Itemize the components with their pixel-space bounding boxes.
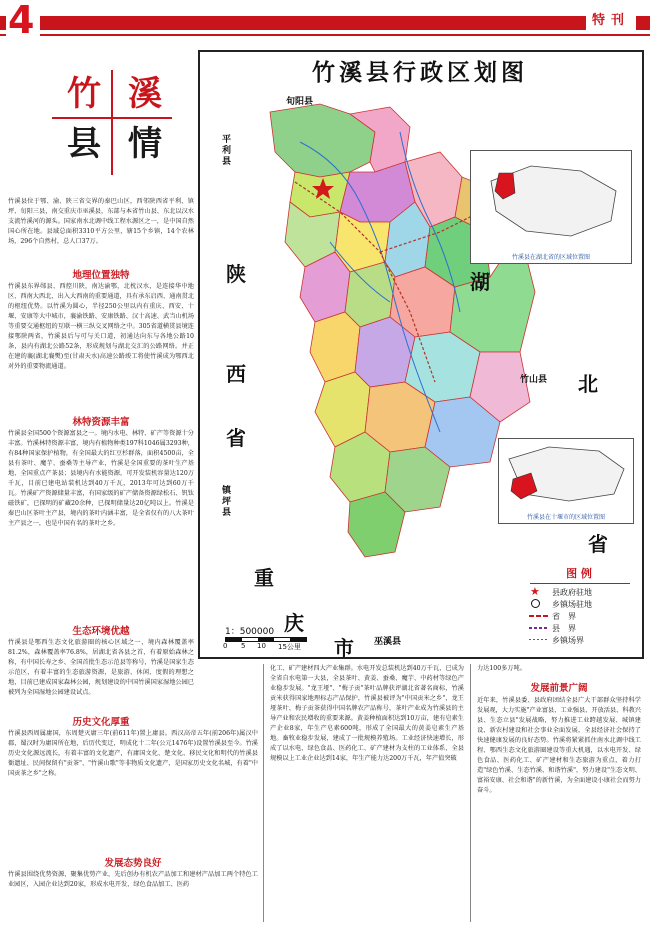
paragraph-geography: 竹溪县东界郧县、西控川陕，南达渝鄂，北枕汉水，是连接华中地区、西南大西北、出入大西南的重要通道，具有承东启西、通南贯北的枢纽优势。以竹溪为圆心，半径250公里以内有重庆、西安、十堰、安康等大中城市，襄渝铁路、安康铁路、汉十高速、武当山机场等重要交通枢纽的互联一横三纵交叉网络之中。305省道横贯县境连接鄂陕两省，竹溪县后与可与关口道，初通达向东与各地公路10条，县内有湖北公路52条，形成规划与湖北交汇的公路网络。并正在建的襄(湖北襄樊)至(甘肃天水)高速公路竣工将使竹溪成为鄂西北对外的重要物流通道。 [8,283,194,370]
title-char-3: 县 [67,124,101,164]
map-title: 竹溪县行政区划图 [312,59,528,86]
inset-hubei [470,150,632,264]
legend-title: 图 例 [566,567,592,580]
header-rule [0,34,650,36]
paragraph-ecology: 竹溪县是鄂西生态文化旅游圈的核心区域之一，境内森林覆盖率81.2%，森林覆盖率76.8%，居湖北省各县之首，有着原始森林之称，有中国长寿之乡、全国首批生态示范县等称号，竹溪是国家生态示范区，有着丰富的生态旅游资源，是旅游、休闲、度假的理想之地，目前已建成国家森林公园，规划建设的中国竹溪国家湿地公园已被列为全国湿地公园建设试点。 [8,639,194,696]
legend-label-townline: 乡镇场界 [552,636,584,645]
label-hubei-2: 北 [578,372,598,396]
column-divider-1 [263,664,264,922]
inset-hubei-caption: 竹溪县在湖北省的区域位置图 [511,254,590,261]
label-shaanxi-3: 省 [226,426,246,450]
label-shaanxi-2: 西 [226,362,246,386]
heading-development: 发展态势良好 [104,858,162,869]
legend-label-town: 乡镇场驻地 [552,600,592,609]
title-char-2: 溪 [128,74,162,114]
label-pingli: 平利县 [222,135,232,167]
legend-circle-icon [531,599,540,608]
label-zhushan: 竹山县 [520,375,548,385]
label-chongqing-1: 重 [254,566,274,590]
inset-hubei-map [471,151,629,247]
heading-future: 发展前景广阔 [530,683,588,694]
legend-label-countyline: 县 界 [552,624,576,633]
header-red-bar [0,16,650,30]
inset-shiyan-caption: 竹溪县在十堰市的区域位置图 [526,514,605,521]
intro-paragraph: 竹溪县位于鄂、渝、陕三省交界的秦巴山区，西邻陕西省平利、镇坪、旬阳三县，南交重庆市巫溪县，东部与本省竹山县、东北以汉水支流竹溪河的源头。国家南水北调中线工程水源区之一，是中国自然国心所在地。县域总面积3310平方公里，辖15个乡镇，14个农林场，296个自然村，总人口37万。 [8,198,194,245]
heading-ecology: 生态环境优越 [72,626,130,637]
page-header [0,0,650,40]
title-char-4: 情 [128,124,162,164]
heading-history: 历史文化厚重 [72,717,130,728]
inset-shiyan [498,438,634,524]
heading-geography: 地理位置独特 [72,270,130,281]
inset-shiyan-map [499,439,631,509]
label-shaanxi-1: 陕 [226,262,246,286]
title-cross-vertical [111,70,113,175]
label-chongqing-3: 市 [334,636,354,660]
legend-town-line-icon [529,639,549,640]
paragraph-history: 竹溪县西周属庸国，东周楚灭庸三年(前611年)置上庸县。西汉高帝五年(前206年)属汉中郡，蜀汉时为庸国所在地，后历代变迁，明成化十二年(公元1476年)设置竹溪县至今。竹溪历史文化源远流长，有着丰富的文化遗产，有庸国文化、楚文化、移民文化和明代的竹溪县衙遗址、民间保留有"贡茶"、"竹溪山歌"等非物质文化遗产，是国家历史文化名城，有着"中国贡茶之乡"之称。 [8,730,258,777]
scale-tick-5: 5 [241,642,246,650]
legend-province-line-icon [529,615,549,617]
scale-tick-15: 15公里 [278,643,301,651]
label-wuxi: 巫溪县 [374,637,402,647]
label-xunyang: 旬阳县 [286,97,314,107]
paragraph-development: 竹溪县围绕优势资源，聚集优势产业，先后创办有机农产品加工和建材产品加工两个特色工业园区，入园企业达到20家，形成水电开发、绿色食品加工、医药 [8,871,258,888]
legend-label-province: 省 界 [552,612,576,621]
paragraph-resources: 竹溪县全国500个资源富县之一。境内水电、林特、矿产等资源十分丰富。竹溪林特资源丰富，境内有植物种类197科1046属3293种，有84种国家保护植物，有全国最大的红豆杉群落，面积4500亩，全县有茶叶、魔芋、蚕桑等主导产业，竹溪是全国重要的茶叶生产基地、全国重点产茶县；县境内有水能资源，可开发装机容量达120万千瓦，目前已建电站装机达到40万千瓦，2013年可达到60万千瓦。竹溪矿产资源储量丰富，有国家级的矿产储备资源绿松石、钒钛磁铁矿，已探明的矿藏20余种，已探明储量达20亿吨以上。竹溪是秦巴山区茶叶主产县，境内的茶叶内涵丰富，是全省仅有的八大茶叶主产县之一，也是中国有名的茶叶之乡。 [8,430,194,527]
paragraph-development-end: 力达100多万吨。 [477,665,526,672]
label-hubei-3: 省 [588,532,608,556]
paragraph-future: 近年来，竹溪县委、县政府团结全县广大干部群众坚持科学发展观，大力实施"产业富县、工业强县、开放活县、科教兴县、生态立县"发展战略，努力推进工业跨越发展、城镇建设、新农村建设和社会事业全面发展，全县经济社会保持了快速健康发展的良好态势。竹溪将紧紧抓住南水北调中线工程、鄂西生态文化旅游圈建设等重大机遇，以水电开发、绿色食品、医药化工、矿产建材和生态旅游为重点，着力打造"绿色竹溪、生态竹溪、和谐竹溪"，努力建设"生态文明、富裕安康、社会和谐"的新竹溪，为全面建设小康社会而努力奋斗。 [477,697,641,794]
label-hubei-1: 湖 [470,270,490,294]
map-legend [526,565,632,650]
scale-tick-10: 10 [257,642,266,650]
paragraph-development-cont: 化工、矿产建材四大产业集群。水电开发总装机达到40万千瓦，已成为全省自水电第一大县，全县茶叶、黄姜、蚕桑、魔芋、中药材等绿色产业稳步发展。"龙王垭"、"梅子贡"茶叶品牌获评湖北省著名商标，竹溪贡米获得国家地理标志产品保护，竹溪县被评为"中国贡米之乡"，龙王垭茶叶、梅子贡茶获得中国名牌农产品称号，茶叶产业成为竹溪县的主导产业和农民增收的重要来源。黄姜种植面积达到10万亩，建有皂素生产企业8家，年生产皂素600吨，形成了全国最大的黄姜皂素生产基地。畜牧业稳步发展，建成了一批规模养殖场。工业经济快速增长，形成了以水电、绿色食品、医药化工、矿产建材为支柱的工业体系，全县规模以上工业企业达到14家，年生产能力达200万千瓦，年产值突破 [270,665,464,762]
label-chongqing-2: 庆 [284,611,304,635]
section-name: 特刊 [586,8,636,34]
legend-star-icon: ★ [530,585,540,598]
column-divider-2 [470,664,471,922]
legend-label-county: 县政府驻地 [552,588,592,597]
label-zhenping: 镇坪县 [222,486,232,518]
title-char-1: 竹 [67,74,101,114]
legend-rule [530,583,630,584]
heading-resources: 林特资源丰富 [72,417,130,428]
page-number: 4 [6,0,40,40]
legend-county-line-icon [529,627,549,629]
map-scale-ratio: 1：500000 [225,627,275,637]
scale-tick-0: 0 [223,642,228,650]
